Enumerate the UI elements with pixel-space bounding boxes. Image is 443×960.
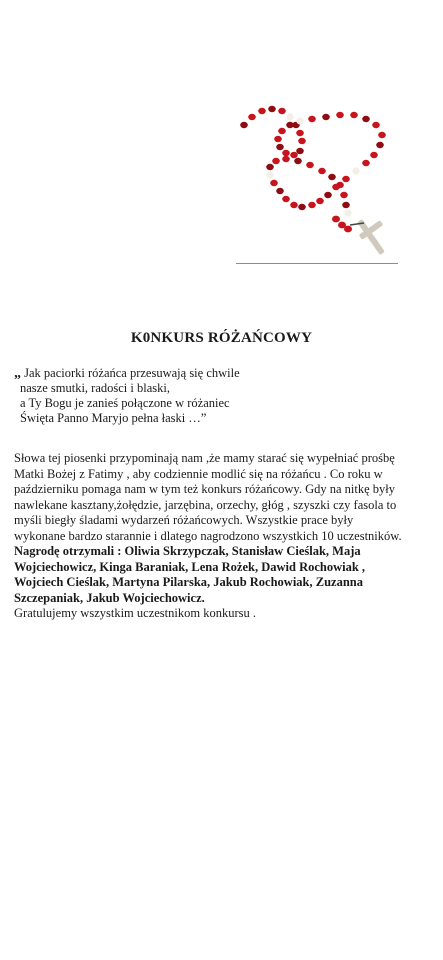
pearl-bead (266, 171, 273, 178)
red-bead (270, 180, 278, 186)
red-bead (278, 128, 286, 134)
red-bead (298, 204, 306, 210)
red-bead (296, 130, 304, 136)
red-bead (258, 108, 266, 114)
poem-line-4: Święta Panno Maryjo pełna łaski …” (20, 411, 207, 425)
rosary-photo (236, 101, 398, 264)
red-bead (376, 142, 384, 148)
red-bead (298, 138, 306, 144)
red-bead (318, 168, 326, 174)
red-bead (286, 122, 294, 128)
red-bead (344, 226, 352, 233)
poem (14, 366, 314, 426)
red-bead (362, 160, 370, 166)
red-bead (290, 202, 298, 208)
red-bead (240, 122, 248, 128)
red-bead (322, 114, 330, 120)
article-paragraph: Słowa tej piosenki przypominają nam ,że mamy starać się wypełniać prośbę Matki Bożej z Fatimy , aby codziennie modlić się na różańcu . Co roku w październiku pomaga nam w tym też konkurs różańcowy. Gdy na nitkę były nawlekane kasztany,żołędzie, jarzębina, orzechy, głóg , szyszki czy fasola to myśli biegły śladami wydarzeń różańcowych. Wszystkie prace były wykonane bardzo starannie i dlatego nagrodzono wszystkich 10 uczestników. (14, 451, 402, 543)
red-bead (290, 152, 298, 158)
red-bead (336, 182, 344, 188)
red-bead (362, 116, 370, 122)
pearl-bead (352, 167, 359, 174)
pearl-bead (296, 117, 303, 124)
red-bead (278, 108, 286, 114)
red-bead (370, 152, 378, 158)
rosary-image (236, 101, 398, 264)
winners-list: Nagrodę otrzymali : Oliwia Skrzypczak, Stanisław Cieślak, Maja Wojciechowicz, Kinga Baraniak, Lena Rożek, Dawid Rochowiak , Wojciech Cieślak, Martyna Pilarska, Jakub Rochowiak, Zuzanna Szczepaniak, Jakub Wojciechowicz. (14, 544, 366, 605)
red-bead (372, 122, 380, 128)
photo-divider (236, 263, 398, 264)
red-bead (276, 144, 284, 150)
red-bead (378, 132, 386, 138)
red-bead (332, 216, 340, 223)
poem-line-1-text: Jak paciorki różańca przesuwają się chwile (21, 366, 240, 380)
red-bead (306, 162, 314, 168)
red-bead (324, 192, 332, 198)
red-bead (294, 158, 302, 164)
red-bead (350, 112, 358, 118)
red-bead (274, 136, 282, 142)
red-bead (282, 156, 290, 162)
red-bead (248, 114, 256, 120)
pearl-bead (286, 113, 293, 120)
article-body (14, 451, 404, 622)
red-bead (316, 198, 324, 204)
red-bead (276, 188, 284, 194)
red-bead (296, 148, 304, 154)
red-bead (282, 196, 290, 202)
red-bead (282, 150, 290, 156)
poem-line-2: nasze smutki, radości i blaski, (20, 381, 170, 395)
pearl-bead (344, 209, 351, 216)
page-title: K0NKURS RÓŻAŃCOWY (130, 330, 313, 346)
opening-quote: „ (14, 366, 21, 381)
red-bead (328, 174, 336, 180)
red-bead (336, 112, 344, 118)
red-bead (272, 158, 280, 164)
poem-line-1 (14, 366, 314, 381)
red-bead (308, 202, 316, 208)
red-bead (342, 202, 350, 208)
closing-line: Gratulujemy wszystkim uczestnikom konkursu . (14, 606, 256, 620)
red-bead (266, 164, 274, 170)
poem-line-3: a Ty Bogu je zanieś połączone w różaniec (20, 396, 230, 410)
red-bead (342, 176, 350, 182)
red-bead (340, 192, 348, 198)
red-bead (268, 106, 276, 112)
red-bead (308, 116, 316, 122)
